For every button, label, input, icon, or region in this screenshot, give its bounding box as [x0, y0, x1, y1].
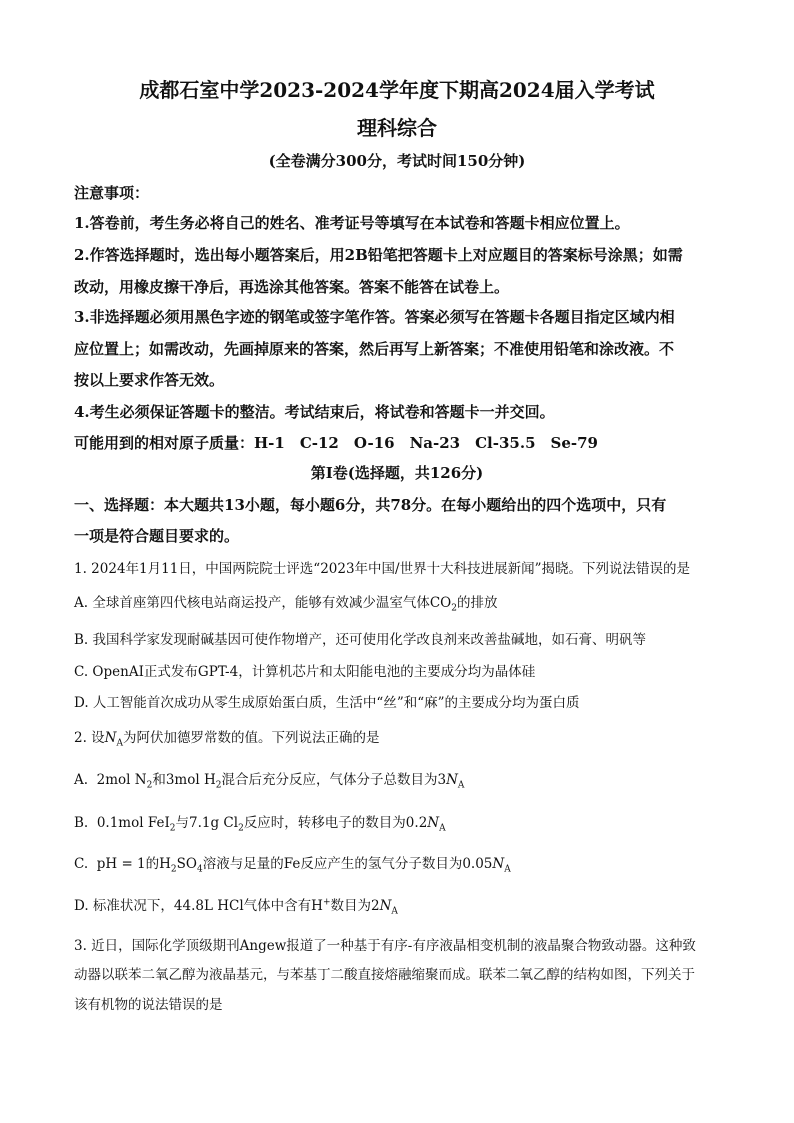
exam-subtitle: (全卷满分300分，考试时间150分钟) [268, 152, 526, 170]
question-1-option-d: D. 人工智能首次成功从零生成原始蛋白质，生活中“丝”和“麻”的主要成分均为蛋白质 [74, 695, 580, 711]
question-1-option-c: C. OpenAI正式发布GPT-4，计算机芯片和太阳能电池的主要成分均为晶体硅 [74, 664, 536, 680]
exam-title: 成都石室中学2023-2024学年度下期高2024届入学考试 [139, 78, 655, 102]
atomic-masses: 可能用到的相对原子质量：H-1 C-12 O-16 Na-23 Cl-35.5 Se-79 [74, 434, 598, 452]
note-item: 改动，用橡皮擦干净后，再选涂其他答案。答案不能答在试卷上。 [74, 278, 510, 296]
question-2-option-b: B. 0.1mol FeI$_2$与7.1g $Cl_2$反应时，转移电子的数目为$0.2N_A$ [74, 815, 446, 834]
section-intro: 一项是符合题目要求的。 [74, 527, 240, 545]
question-3-stem: 动器以联苯二氧乙醇为液晶基元，与苯基丁二酸直接熔融缩聚而成。联苯二氧乙醇的结构如图，下列关于 [74, 967, 695, 983]
question-2-option-a: A. 2mol $N_2$和3mol $H_2$混合后充分反应，气体分子总数目为$3N_A$ [74, 772, 465, 791]
notes-heading: 注意事项： [74, 184, 150, 202]
question-1-option-a: A. 全球首座第四代核电站商运投产，能够有效减少温室气体$CO_2$的排放 [74, 595, 498, 614]
question-1-option-b: B. 我国科学家发现耐碱基因可使作物增产，还可使用化学改良剂来改善盐碱地，如石膏、明矾等 [74, 632, 647, 648]
note-item: 4.考生必须保证答题卡的整洁。考试结束后，将试卷和答题卡一并交回。 [74, 403, 555, 421]
exam-subject: 理科综合 [357, 116, 437, 140]
note-item: 应位置上；如需改动，先画掉原来的答案，然后再写上新答案；不准使用铅笔和涂改液。不 [74, 340, 675, 358]
note-item: 按以上要求作答无效。 [74, 371, 225, 389]
question-1-stem: 1. 2024年1月11日，中国两院院士评选“2023年中国/世界十大科技进展新闻”揭晓。下列说法错误的是 [74, 561, 691, 577]
question-3-stem: 3. 近日，国际化学顶级期刊Angew报道了一种基于有序-有序液晶相变机制的液晶聚合物致动器。这种致 [74, 938, 696, 954]
section-intro: 一、选择题：本大题共13小题，每小题6分，共78分。在每小题给出的四个选项中，只有 [74, 496, 667, 514]
note-item: 1.答卷前，考生务必将自己的姓名、准考证号等填写在本试卷和答题卡相应位置上。 [74, 214, 630, 232]
note-item: 2.作答选择题时，选出每小题答案后，用2B铅笔把答题卡上对应题目的答案标号涂黑；如需 [74, 246, 683, 264]
question-3-stem: 该有机物的说法错误的是 [74, 997, 223, 1013]
question-2-option-c: C. pH = 1的$H_2SO_4$溶液与足量的Fe反应产生的氢气分子数目为$0.05N_A$ [74, 856, 511, 875]
note-item: 3.非选择题必须用黑色字迹的钢笔或签字笔作答。答案必须写在答题卡各题目指定区域内相 [74, 308, 675, 326]
section-title: 第I卷(选择题，共126分) [310, 464, 484, 482]
question-2-stem: 2. 设$N_A$为阿伏加德罗常数的值。下列说法正确的是 [74, 730, 380, 749]
question-2-option-d: D. 标准状况下，44.8L HCl气体中含有H+数目为$2N_A$ [74, 897, 398, 917]
